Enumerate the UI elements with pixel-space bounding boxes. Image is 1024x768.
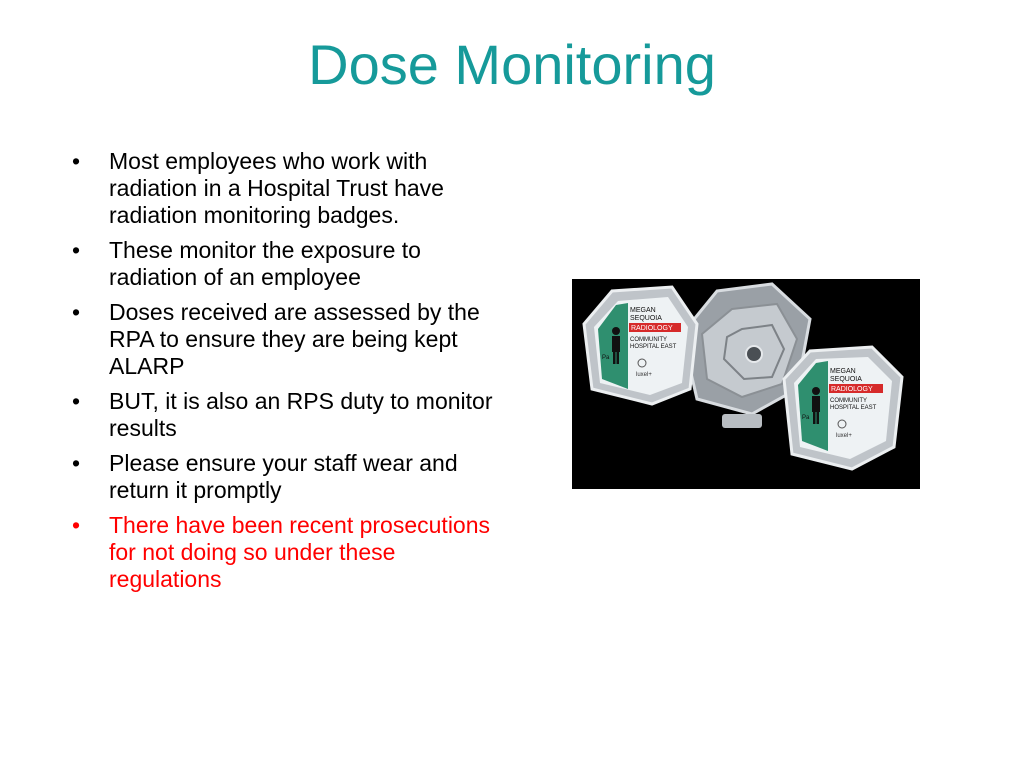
badge-hospital: COMMUNITY: [830, 398, 867, 404]
dosimeter-badge-right: [784, 347, 902, 469]
dosimeter-badge-left: [584, 287, 697, 404]
bullet-symbol: •: [72, 450, 81, 476]
badge-brand: luxel+: [836, 433, 852, 439]
bullet-item: [72, 237, 512, 291]
bullet-item: [72, 148, 512, 229]
badge-name: MEGAN: [830, 368, 856, 375]
bullet-symbol: •: [72, 148, 81, 174]
bullet-symbol: •: [72, 388, 81, 414]
badge-name: SEQUOIA: [830, 376, 862, 383]
bullet-text: BUT, it is also an RPS duty to monitor results: [109, 388, 493, 441]
badge-hospital: HOSPITAL EAST: [830, 405, 877, 411]
bullet-symbol: •: [72, 512, 81, 538]
bullet-text: There have been recent prosecutions for not doing so under these regulations: [109, 512, 491, 592]
bullet-text: Please ensure your staff wear and return it promptly: [109, 450, 458, 503]
bullet-list: [72, 148, 512, 601]
badge-name: SEQUOIA: [630, 315, 662, 322]
bullet-item-highlight: [72, 512, 512, 593]
dosimeter-badges-photo: [572, 279, 920, 489]
badge-name: MEGAN: [630, 307, 656, 314]
bullet-text: Most employees who work with radiation in a Hospital Trust have radiation monitoring badges.: [109, 148, 444, 228]
badge-hospital: COMMUNITY: [630, 337, 667, 343]
bullet-item: [72, 450, 512, 504]
bullet-text: These monitor the exposure to radiation of an employee: [109, 237, 421, 290]
badge-department: RADIOLOGY: [831, 386, 873, 393]
badge-brand: luxel+: [636, 372, 652, 378]
bullet-item: [72, 388, 512, 442]
bullet-symbol: •: [72, 237, 81, 263]
bullet-text: Doses received are assessed by the RPA to ensure they are being kept ALARP: [109, 299, 480, 379]
bullet-symbol: •: [72, 299, 81, 325]
badge-department: RADIOLOGY: [631, 325, 673, 332]
slide-title: Dose Monitoring: [308, 33, 716, 96]
badge-code: Pa: [802, 415, 810, 421]
badge-hospital: HOSPITAL EAST: [630, 344, 677, 350]
badge-code: Pa: [602, 355, 610, 361]
bullet-item: [72, 299, 512, 380]
